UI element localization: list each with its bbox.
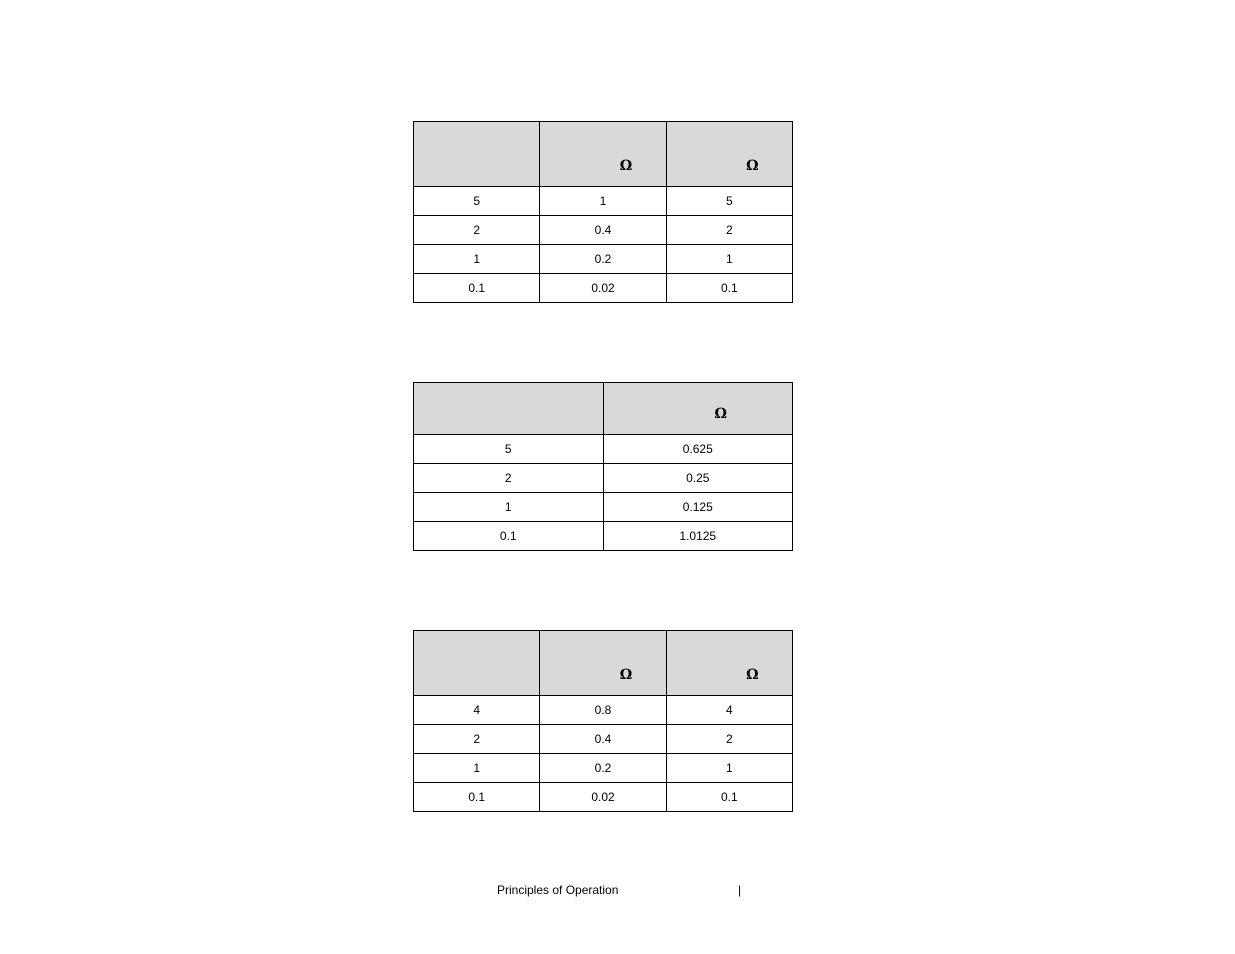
table-row [414,696,793,725]
ohm-symbol: Ω [619,667,633,683]
table-row [414,274,793,303]
table-cell: 0.1 [666,274,792,303]
table-cell: 0.1 [414,522,604,551]
table-cell: 0.4 [540,216,666,245]
table-1 [413,121,793,303]
table-cell: 4 [414,696,540,725]
table-cell: 0.2 [540,754,666,783]
table-cell: 0.125 [603,493,793,522]
ohm-symbol: Ω [714,406,727,422]
table-2 [413,382,793,551]
footer-separator: | [738,883,742,897]
table-row [414,725,793,754]
table-cell: 2 [666,725,792,754]
table-cell: 2 [414,216,540,245]
table-row [414,493,793,522]
table-cell: 1.0125 [603,522,793,551]
table-cell: 0.1 [414,783,540,812]
table-row [414,754,793,783]
table-row [414,464,793,493]
table-cell: 0.25 [603,464,793,493]
table-row [414,522,793,551]
table-cell: 1 [666,245,792,274]
table-cell: 1 [540,187,666,216]
table-cell: 4 [666,696,792,725]
table-header-row [414,122,793,187]
header-cell-ohm [540,631,666,696]
ohm-symbol: Ω [746,667,759,683]
header-cell-ohm [666,122,792,187]
table-cell: 0.625 [603,435,793,464]
table-cell: 0.1 [666,783,792,812]
table-cell: 0.02 [540,274,666,303]
table-cell: 5 [414,187,540,216]
header-cell-ohm [540,122,666,187]
header-cell [414,383,604,435]
table-3 [413,630,793,812]
header-cell-ohm [666,631,792,696]
table-row [414,783,793,812]
table-cell: 5 [666,187,792,216]
table-cell: 2 [666,216,792,245]
table-cell: 2 [414,725,540,754]
header-cell-ohm [603,383,793,435]
table-cell: 1 [666,754,792,783]
table-cell: 1 [414,493,604,522]
table-header-row [414,631,793,696]
table-row [414,245,793,274]
table-header-row [414,383,793,435]
header-cell [414,122,540,187]
table-cell: 5 [414,435,604,464]
table-cell: 0.1 [414,274,540,303]
table-cell: 2 [414,464,604,493]
table-cell: 0.4 [540,725,666,754]
table-cell: 0.2 [540,245,666,274]
ohm-symbol: Ω [619,158,633,174]
header-cell [414,631,540,696]
table-cell: 0.02 [540,783,666,812]
table-cell: 1 [414,754,540,783]
table-row [414,187,793,216]
table-cell: 0.8 [540,696,666,725]
table-cell: 1 [414,245,540,274]
ohm-symbol: Ω [746,158,759,174]
footer-title: Principles of Operation [497,883,619,897]
table-row [414,435,793,464]
table-row [414,216,793,245]
